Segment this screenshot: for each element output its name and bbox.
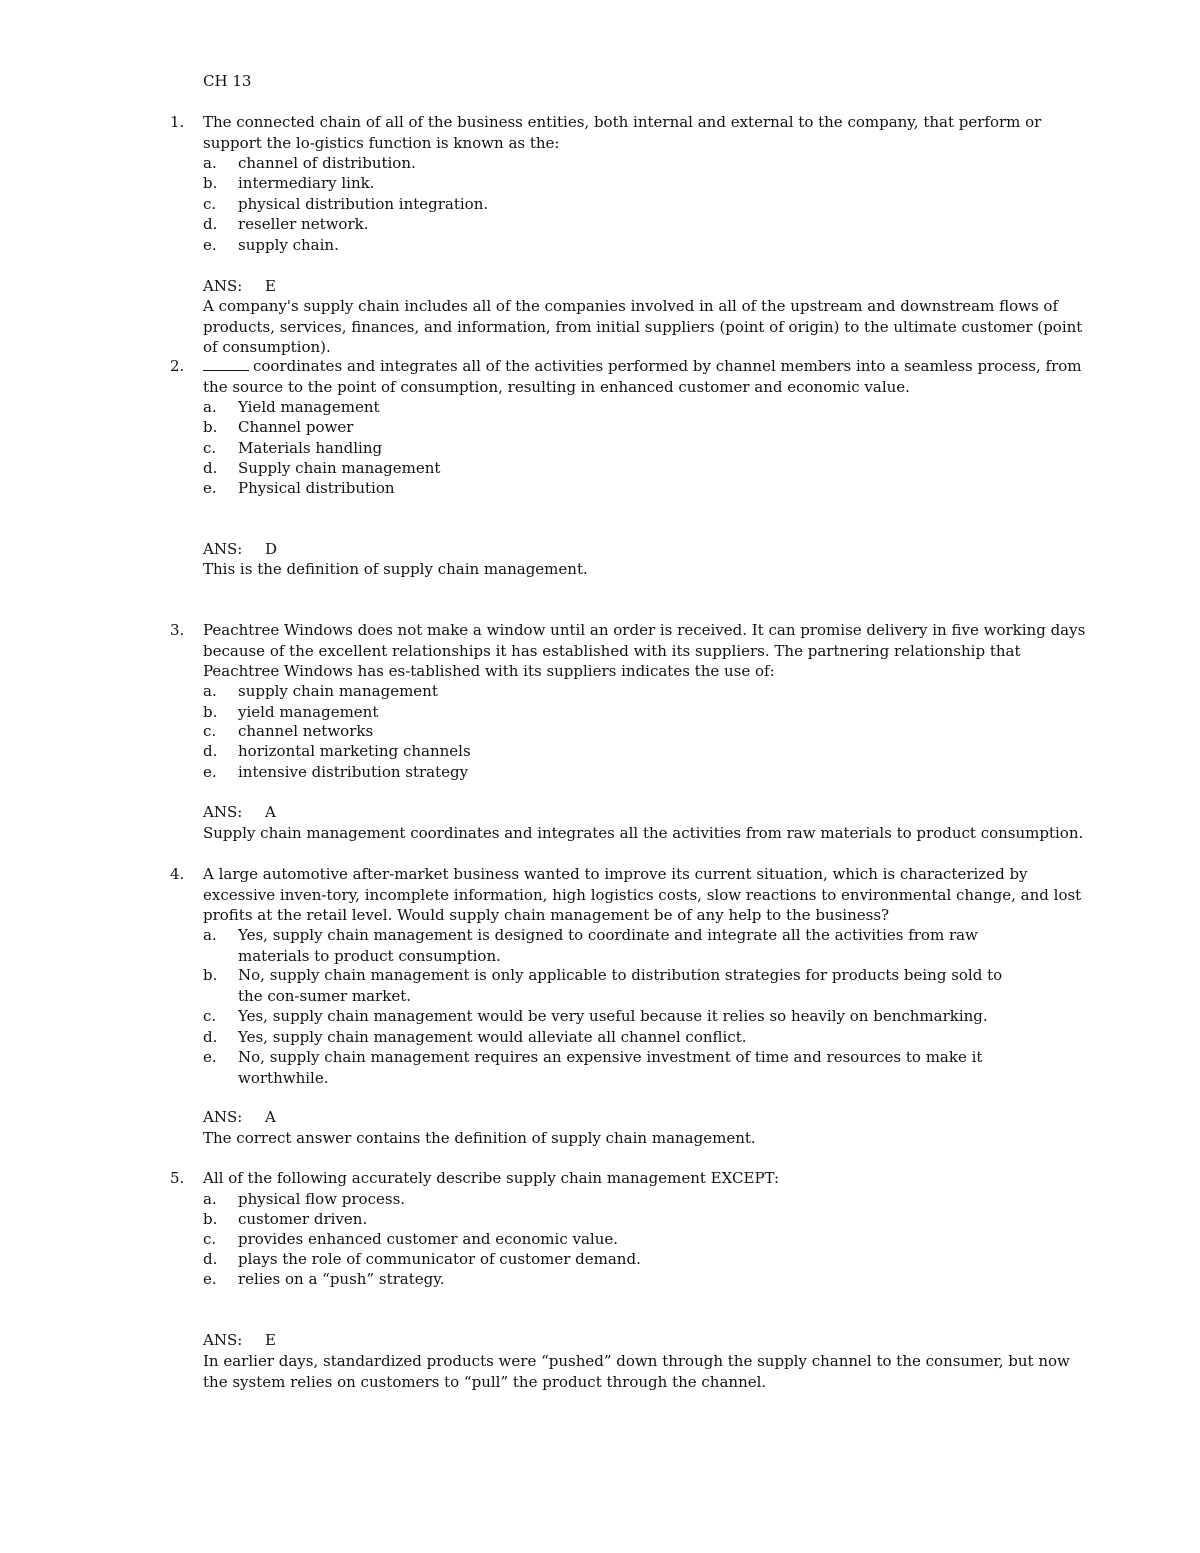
option-letter: a. bbox=[203, 682, 217, 700]
option-text: No, supply chain management requires an expensive investment of time and resources to make it worthwhile. bbox=[238, 1048, 983, 1087]
answer-label: ANS: bbox=[203, 1331, 243, 1349]
option-text: Yes, supply chain management would alleviate all channel conflict. bbox=[238, 1028, 747, 1046]
option-letter: c. bbox=[203, 722, 217, 740]
option-letter: a. bbox=[203, 926, 217, 944]
question-text: The connected chain of all of the business entities, both internal and external to the company, that perform or support the lo-gistics function is known as the: bbox=[203, 113, 1042, 152]
answer bbox=[203, 276, 276, 297]
option-letter: b. bbox=[203, 174, 218, 192]
option-text: Materials handling bbox=[238, 439, 383, 457]
answer-value: A bbox=[265, 803, 276, 821]
option-text: yield management bbox=[238, 703, 379, 721]
chapter-title: CH 13 bbox=[203, 72, 252, 90]
option-text: physical flow process. bbox=[238, 1190, 406, 1208]
answer-value: E bbox=[265, 1331, 276, 1349]
answer-label: ANS: bbox=[203, 1108, 243, 1126]
option-letter: c. bbox=[203, 1007, 217, 1025]
option-letter: e. bbox=[203, 1048, 217, 1066]
option-text: Physical distribution bbox=[238, 479, 395, 497]
option-letter: d. bbox=[203, 742, 218, 760]
option-letter: d. bbox=[203, 215, 218, 233]
answer-label: ANS: bbox=[203, 540, 243, 558]
option-text: physical distribution integration. bbox=[238, 195, 489, 213]
option-letter: e. bbox=[203, 236, 217, 254]
option-text: intermediary link. bbox=[238, 174, 375, 192]
question-number: 5. bbox=[170, 1169, 185, 1187]
fill-in-blank bbox=[203, 356, 249, 371]
option-letter: b. bbox=[203, 418, 218, 436]
question-text: A large automotive after-market business wanted to improve its current situation, which is characterized by excessive inven-tory, incomplete information, high logistics costs, slow reactions to environmental change, and lost profits at the retail level. Would supply chain management be of any help to the business? bbox=[203, 865, 1082, 924]
option-letter: b. bbox=[203, 703, 218, 721]
option-text: channel of distribution. bbox=[238, 154, 416, 172]
question-number: 3. bbox=[170, 621, 185, 639]
answer-value: E bbox=[265, 277, 276, 295]
question-text: All of the following accurately describe supply chain management EXCEPT: bbox=[203, 1169, 780, 1187]
option-letter: b. bbox=[203, 966, 218, 984]
question-number: 1. bbox=[170, 113, 185, 131]
option-letter: a. bbox=[203, 1190, 217, 1208]
answer-label: ANS: bbox=[203, 803, 243, 821]
answer bbox=[203, 802, 276, 823]
option-text: customer driven. bbox=[238, 1210, 368, 1228]
option-text: channel networks bbox=[238, 722, 374, 740]
answer bbox=[203, 1107, 276, 1128]
option-text: Yes, supply chain management would be very useful because it relies so heavily on benchmarking. bbox=[238, 1007, 988, 1025]
option-text: Yield management bbox=[238, 398, 380, 416]
answer bbox=[203, 539, 277, 560]
option-text: supply chain. bbox=[238, 236, 339, 254]
option-text: Channel power bbox=[238, 418, 354, 436]
answer-value: D bbox=[265, 540, 278, 558]
option-text: Supply chain management bbox=[238, 459, 441, 477]
option-letter: a. bbox=[203, 398, 217, 416]
answer-explanation: Supply chain management coordinates and integrates all the activities from raw materials to product consumption. bbox=[203, 824, 1084, 842]
option-letter: d. bbox=[203, 1250, 218, 1268]
answer-explanation: A company's supply chain includes all of the companies involved in all of the upstream and downstream flows of products, services, finances, and information, from initial suppliers (point of origin) to the ultimate customer (point of consumption). bbox=[203, 297, 1083, 356]
answer-explanation: This is the definition of supply chain management. bbox=[203, 560, 588, 578]
question-text: Peachtree Windows does not make a window until an order is received. It can promise delivery in five working days because of the excellent relationships it has established with its suppliers. The partnering relationship that Peachtree Windows has es-tablished with its suppliers indicates the use of: bbox=[203, 621, 1086, 680]
option-text: relies on a “push” strategy. bbox=[238, 1270, 445, 1288]
option-text: provides enhanced customer and economic value. bbox=[238, 1230, 619, 1248]
answer-explanation: The correct answer contains the definition of supply chain management. bbox=[203, 1129, 756, 1147]
option-text: No, supply chain management is only applicable to distribution strategies for products being sold to the con-sumer market. bbox=[238, 966, 1003, 1005]
option-letter: e. bbox=[203, 479, 217, 497]
option-text: supply chain management bbox=[238, 682, 438, 700]
option-letter: b. bbox=[203, 1210, 218, 1228]
option-text: reseller network. bbox=[238, 215, 369, 233]
answer-value: A bbox=[265, 1108, 276, 1126]
option-letter: d. bbox=[203, 459, 218, 477]
option-letter: e. bbox=[203, 763, 217, 781]
option-text: intensive distribution strategy bbox=[238, 763, 469, 781]
option-text: plays the role of communicator of customer demand. bbox=[238, 1250, 641, 1268]
option-letter: a. bbox=[203, 154, 217, 172]
question-number: 2. bbox=[170, 357, 185, 375]
option-letter: c. bbox=[203, 195, 217, 213]
question-text: coordinates and integrates all of the activities performed by channel members into a seamless process, from the source to the point of consumption, resulting in enhanced customer and economic value. bbox=[203, 357, 1082, 396]
option-letter: c. bbox=[203, 439, 217, 457]
question-number: 4. bbox=[170, 865, 185, 883]
answer-explanation: In earlier days, standardized products were “pushed” down through the supply channel to the consumer, but now the system relies on customers to “pull” the product through the channel. bbox=[203, 1352, 1070, 1391]
option-text: horizontal marketing channels bbox=[238, 742, 471, 760]
option-letter: c. bbox=[203, 1230, 217, 1248]
answer bbox=[203, 1330, 276, 1351]
option-text: Yes, supply chain management is designed to coordinate and integrate all the activities from raw materials to product consumption. bbox=[238, 926, 978, 965]
question-text-wrapper bbox=[203, 356, 1093, 397]
answer-label: ANS: bbox=[203, 277, 243, 295]
option-letter: e. bbox=[203, 1270, 217, 1288]
option-letter: d. bbox=[203, 1028, 218, 1046]
